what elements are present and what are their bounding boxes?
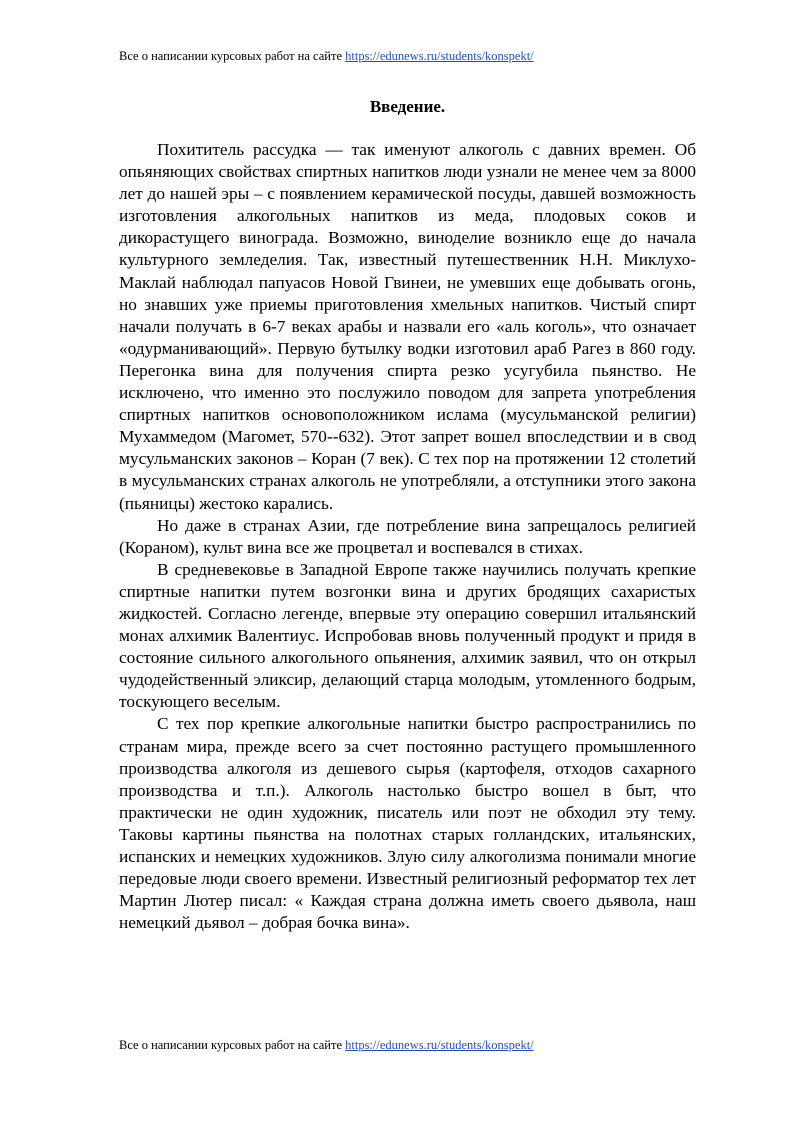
page-header: [119, 48, 534, 64]
paragraph: С тех пор крепкие алкогольные напитки быстро распространились по странам мира, прежде всего за счет постоянно растущего промышленного производства алкоголя из дешевого сырья (картофеля, отходов сахарного производства и т.п.). Алкоголь настолько быстро вошел в быт, что практически не один художник, писатель или поэт не обходил эту тему. Таковы картины пьянства на полотнах старых голландских, итальянских, испанских и немецких художников. Злую силу алкоголизма понимали многие передовые люди своего времени. Известный религиозный реформатор тех лет Мартин Лютер писал: « Каждая страна должна иметь своего дьявола, наш немецкий дьявол – добрая бочка вина».: [119, 714, 696, 933]
document-body: [119, 139, 696, 934]
footer-link[interactable]: https://edunews.ru/students/konspekt/: [345, 1038, 534, 1052]
header-text: Все о написании курсовых работ на сайте: [119, 49, 342, 63]
paragraph: Но даже в странах Азии, где потребление вина запрещалось религией (Кораном), культ вина все же процветал и воспевался в стихах.: [119, 515, 696, 557]
document-title: Введение.: [369, 97, 446, 116]
header-link[interactable]: https://edunews.ru/students/konspekt/: [345, 49, 534, 63]
page-footer: [119, 1037, 534, 1053]
paragraph: Похититель рассудка — так именуют алкоголь с давних времен. Об опьяняющих свойствах спиртных напитков люди узнали не менее чем за 8000 лет до нашей эры – с появлением керамической посуды, давшей возможность изготовления алкогольных напитков из меда, плодовых соков и дикорастущего винограда. Возможно, виноделие возникло еще до начала культурного земледелия. Так, известный путешественник Н.Н. Миклухо-Маклай наблюдал папуасов Новой Гвинеи, не умевших еще добывать огонь, но знавших уже приемы приготовления хмельных напитков. Чистый спирт начали получать в 6-7 веках арабы и назвали его «аль коголь», что означает «одурманивающий». Первую бутылку водки изготовил араб Рагез в 860 году. Перегонка вина для получения спирта резко усугубила пьянство. Не исключено, что именно это послужило поводом для запрета употребления спиртных напитков основоположником ислама (мусульманской религии) Мухаммедом (Магомет, 570--632). Этот запрет вошел впоследствии и в свод мусульманских законов – Коран (7 век). С тех пор на протяжении 12 столетий в мусульманских странах алкоголь не употребляли, а отступники этого закона (пьяницы) жестоко карались.: [119, 140, 696, 513]
paragraph: В средневековье в Западной Европе также научились получать крепкие спиртные напитки путем возгонки вина и других бродящих сахаристых жидкостей. Согласно легенде, впервые эту операцию совершил итальянский монах алхимик Валентиус. Испробовав вновь полученный продукт и придя в состояние сильного алкогольного опьянения, алхимик заявил, что он открыл чудодейственный эликсир, делающий старца молодым, утомленного бодрым, тоскующего веселым.: [119, 559, 696, 712]
footer-text: Все о написании курсовых работ на сайте: [119, 1038, 342, 1052]
